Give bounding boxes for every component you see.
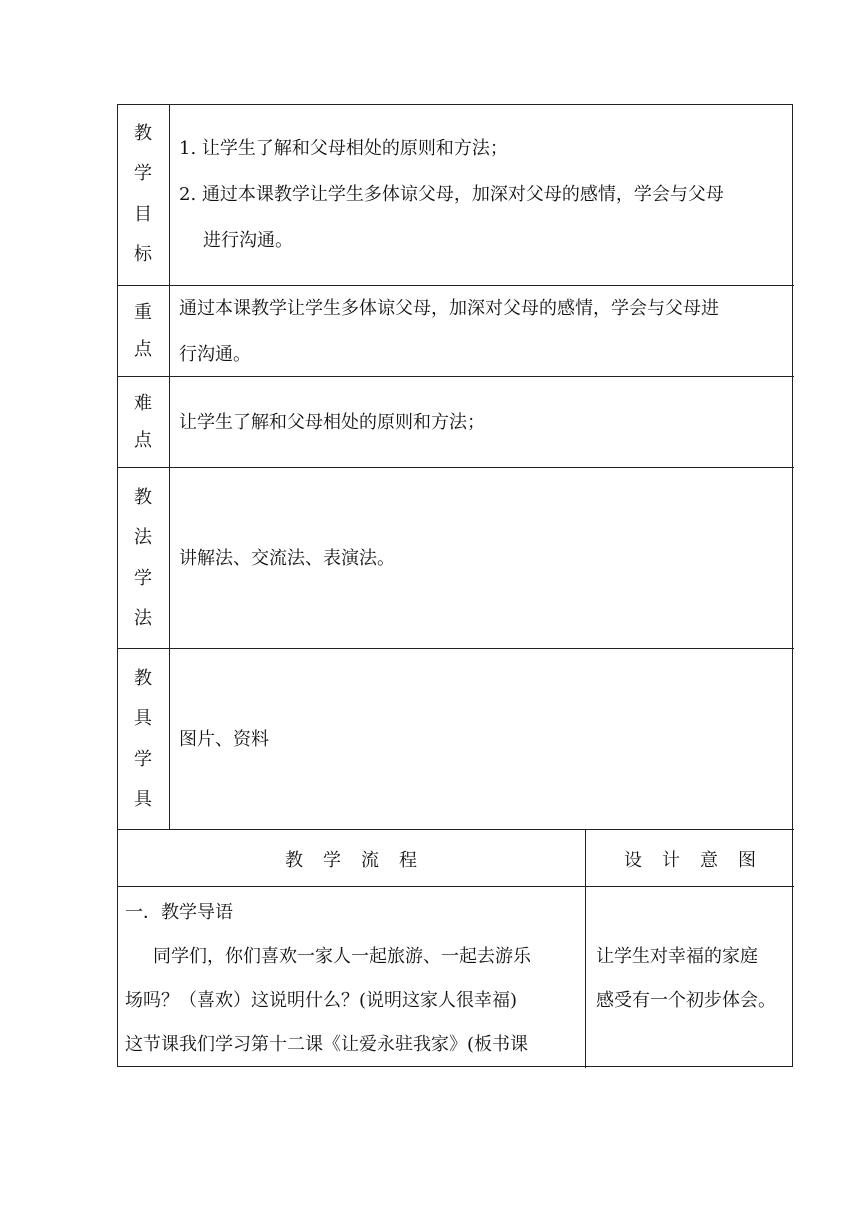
teaching-process-heading: 教学流程 xyxy=(285,849,437,871)
label-char: 学 xyxy=(134,163,152,185)
label-char: 法 xyxy=(134,608,152,630)
key-points-line-2: 行沟通。 xyxy=(179,343,251,365)
methods-label xyxy=(117,468,170,649)
objectives-label xyxy=(117,104,170,285)
tools-text: 图片、资料 xyxy=(179,728,269,750)
label-char: 学 xyxy=(134,748,152,770)
process-line-3: 这节课我们学习第十二课《让爱永驻我家》(板书课 xyxy=(125,1034,529,1055)
difficulties-row xyxy=(117,376,794,468)
objective-item-1: 1. 让学生了解和父母相处的原则和方法； xyxy=(179,137,508,159)
objective-item-2: 2. 通过本课教学让学生多体谅父母，加深对父母的感情，学会与父母 xyxy=(179,183,724,205)
process-header-right xyxy=(586,830,794,887)
label-char: 具 xyxy=(134,789,152,811)
objectives-row xyxy=(117,104,794,285)
intent-line-1: 让学生对幸福的家庭 xyxy=(596,946,758,967)
label-char: 重 xyxy=(134,301,152,323)
label-char: 法 xyxy=(134,527,152,549)
label-char: 教 xyxy=(134,667,152,689)
objective-item-2-continued: 进行沟通。 xyxy=(203,229,293,251)
methods-text: 讲解法、交流法、表演法。 xyxy=(179,547,395,569)
process-line-2: 场吗？（喜欢）这说明什么？(说明这家人很幸福) xyxy=(125,990,518,1011)
difficulties-text: 让学生了解和父母相处的原则和方法； xyxy=(179,411,485,433)
process-header-left xyxy=(117,830,586,887)
process-header-row xyxy=(117,829,794,887)
tools-label xyxy=(117,649,170,830)
label-char: 点 xyxy=(134,430,152,452)
section-title: 一．教学导语 xyxy=(125,902,233,923)
difficulties-content xyxy=(179,377,784,468)
label-char: 点 xyxy=(134,339,152,361)
label-char: 标 xyxy=(134,244,152,266)
tools-row xyxy=(117,648,794,830)
methods-content xyxy=(179,468,784,649)
key-points-content xyxy=(179,286,784,377)
label-char: 目 xyxy=(134,203,152,225)
key-points-line-1: 通过本课教学让学生多体谅父母，加深对父母的感情，学会与父母进 xyxy=(179,297,719,319)
label-char: 难 xyxy=(134,392,152,414)
process-body-left xyxy=(117,887,586,1068)
methods-row xyxy=(117,467,794,649)
tools-content xyxy=(179,649,784,830)
key-points-row xyxy=(117,285,794,377)
label-char: 教 xyxy=(134,122,152,144)
label-char: 学 xyxy=(134,567,152,589)
intent-line-2: 感受有一个初步体会。 xyxy=(596,990,776,1011)
key-points-label xyxy=(117,286,170,377)
design-intent-heading: 设计意图 xyxy=(624,849,776,871)
process-body-row xyxy=(117,886,794,1068)
process-body-right xyxy=(586,887,794,1068)
objectives-content xyxy=(179,104,784,285)
difficulties-label xyxy=(117,377,170,468)
process-line-1: 同学们，你们喜欢一家人一起旅游、一起去游乐 xyxy=(153,946,531,967)
label-char: 具 xyxy=(134,708,152,730)
label-char: 教 xyxy=(134,486,152,508)
